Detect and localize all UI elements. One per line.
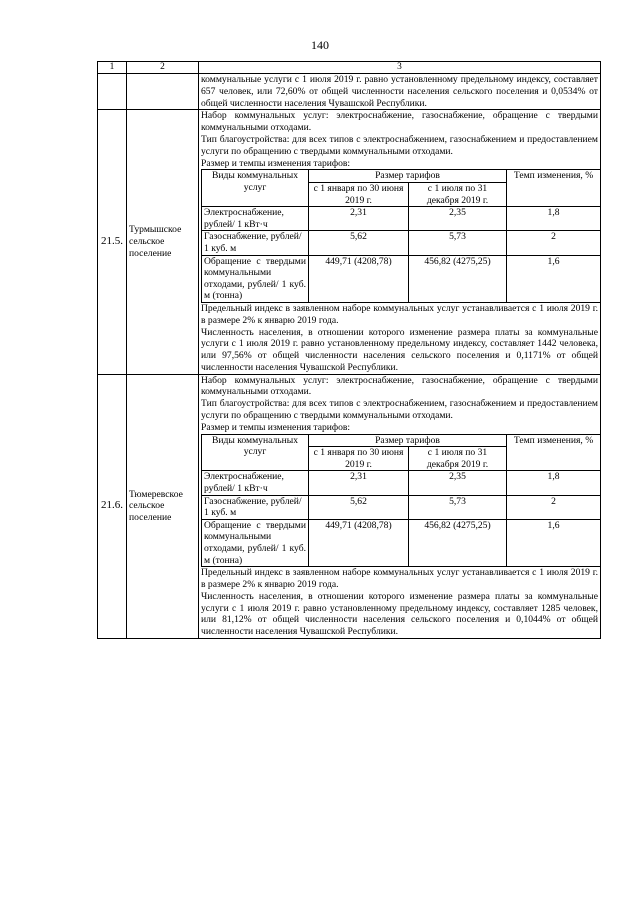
tariff-table	[201, 169, 601, 303]
tariff-rate: 2	[507, 231, 601, 255]
page-number: 140	[311, 38, 329, 52]
tariff-rate: 1,6	[507, 255, 601, 302]
entry-row	[98, 374, 601, 638]
tariff-p1: 449,71 (4208,78)	[309, 255, 409, 302]
entry-number: 21.5.	[98, 110, 127, 374]
tariff-service: Электроснабжение, рублей/ 1 кВт·ч	[202, 471, 309, 495]
tariff-p1: 5,62	[309, 495, 409, 519]
tariff-rate: 2	[507, 495, 601, 519]
th-tariff-size: Размер тарифов	[309, 170, 507, 183]
tariff-service: Обращение с твердыми коммунальными отходами, рублей/ 1 куб. м (тонна)	[202, 255, 309, 302]
header-row	[98, 62, 601, 74]
population-text: Численность населения, в отношении которого изменение размера платы за коммунальные услуги с 1 июля 2019 г. равно установленному предельному индексу, составляет 1285 человек, или 81,12% от общей численности населения сельского поселения и 0,1044% от общей численности населения Чувашской Республики.	[201, 590, 598, 638]
th-change-rate: Темп изменения, %	[507, 170, 601, 207]
tariff-rate: 1,8	[507, 471, 601, 495]
tariff-row	[202, 207, 601, 231]
th-service-type: Виды коммунальных услуг	[202, 170, 309, 207]
entry-name: Тюмеревское сельское поселение	[127, 374, 199, 638]
th-period-1: с 1 января по 30 июня 2019 г.	[309, 182, 409, 206]
services-text: Набор коммунальных услуг: электроснабжение, газоснабжение, обращение с твердыми коммунальными отходами.	[201, 110, 598, 134]
tariff-rate: 1,8	[507, 207, 601, 231]
tariff-service: Газоснабжение, рублей/ 1 куб. м	[202, 231, 309, 255]
tariff-row	[202, 471, 601, 495]
header-col-2: 2	[127, 62, 199, 74]
tariff-row	[202, 519, 601, 566]
entry-name: Турмышское сельское поселение	[127, 110, 199, 374]
th-period-1: с 1 января по 30 июня 2019 г.	[309, 447, 409, 471]
entry-number: 21.6.	[98, 374, 127, 638]
tariff-row	[202, 255, 601, 302]
tariff-table	[201, 434, 601, 568]
tariff-service: Электроснабжение, рублей/ 1 кВт·ч	[202, 207, 309, 231]
th-period-2: с 1 июля по 31 декабря 2019 г.	[409, 182, 507, 206]
th-period-2: с 1 июля по 31 декабря 2019 г.	[409, 447, 507, 471]
tariff-title: Размер и темпы изменения тарифов:	[201, 157, 351, 169]
tariff-p2: 5,73	[409, 495, 507, 519]
services-text: Набор коммунальных услуг: электроснабжение, газоснабжение, обращение с твердыми коммунальными отходами.	[201, 374, 598, 398]
tariff-row	[202, 231, 601, 255]
tariff-p1: 449,71 (4208,78)	[309, 519, 409, 566]
index-text: Предельный индекс в заявленном наборе коммунальных услуг устанавливается с 1 июля 2019 г. в размере 2% к январю 2019 года.	[201, 302, 598, 326]
amenities-text: Тип благоустройства: для всех типов с электроснабжением, газоснабжением и предоставлением услуги по обращению с твердыми коммунальными отходами.	[201, 133, 598, 157]
tariff-p2: 456,82 (4275,25)	[409, 255, 507, 302]
th-tariff-size: Размер тарифов	[309, 434, 507, 447]
amenities-text: Тип благоустройства: для всех типов с электроснабжением, газоснабжением и предоставлением услуги по обращению с твердыми коммунальными отходами.	[201, 398, 598, 422]
th-service-type: Виды коммунальных услуг	[202, 434, 309, 471]
continuation-row	[98, 74, 601, 110]
tariff-row	[202, 495, 601, 519]
tariff-p2: 2,35	[409, 471, 507, 495]
entry-content	[199, 110, 601, 374]
tariff-rate: 1,6	[507, 519, 601, 566]
population-text: Численность населения, в отношении которого изменение размера платы за коммунальные услуги с 1 июля 2019 г. равно установленному предельному индексу, составляет 1442 человека, или 97,56% от общей численности населения сельского поселения и 0,1171% от общей численности населения Чувашской Республики.	[201, 326, 598, 373]
tariff-service: Газоснабжение, рублей/ 1 куб. м	[202, 495, 309, 519]
tariff-service: Обращение с твердыми коммунальными отходами, рублей/ 1 куб. м (тонна)	[202, 519, 309, 566]
tariff-p2: 5,73	[409, 231, 507, 255]
tariff-p1: 2,31	[309, 207, 409, 231]
entry-row	[98, 110, 601, 374]
continuation-text: коммунальные услуги с 1 июля 2019 г. равно установленному предельному индексу, составляет 657 человек, или 72,60% от общей численности населения сельского поселения и 0,0534% от общей численности населения Чувашской Республики.	[199, 74, 601, 110]
header-col-1: 1	[98, 62, 127, 74]
tariff-p1: 2,31	[309, 471, 409, 495]
header-col-3: 3	[199, 62, 601, 74]
tariff-p2: 456,82 (4275,25)	[409, 519, 507, 566]
index-text: Предельный индекс в заявленном наборе коммунальных услуг устанавливается с 1 июля 2019 г. в размере 2% к январю 2019 года.	[201, 567, 598, 590]
document-table	[97, 61, 601, 639]
th-change-rate: Темп изменения, %	[507, 434, 601, 471]
tariff-p1: 5,62	[309, 231, 409, 255]
tariff-p2: 2,35	[409, 207, 507, 231]
entry-content	[199, 374, 601, 638]
tariff-title: Размер и темпы изменения тарифов:	[201, 421, 351, 433]
